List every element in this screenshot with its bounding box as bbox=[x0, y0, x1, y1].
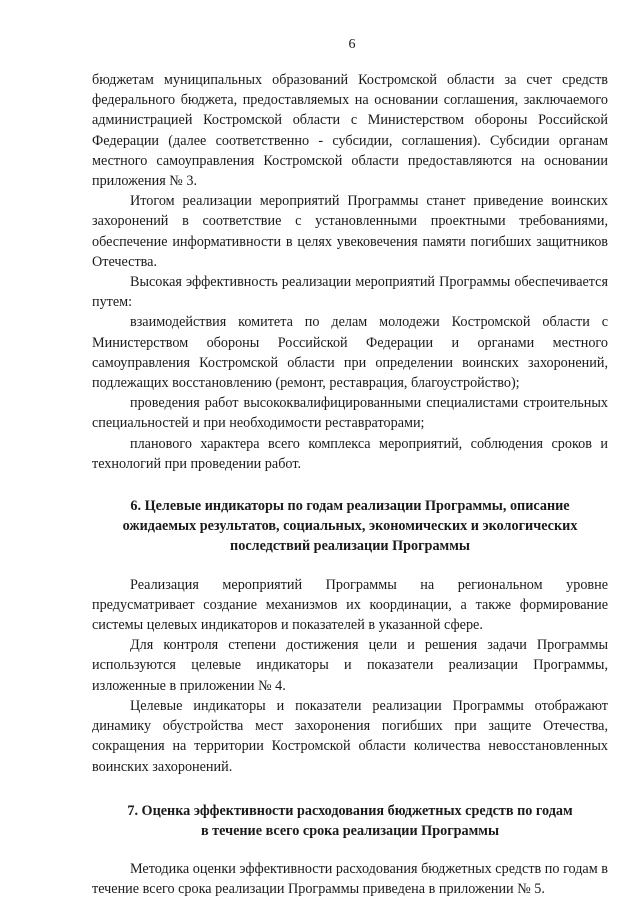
paragraph-intro-6: планового характера всего комплекса мероприятий, соблюдения сроков и технологий при проведении работ. bbox=[92, 435, 608, 472]
paragraph-intro-3: Высокая эффективность реализации мероприятий Программы обеспечивается путем: bbox=[92, 274, 608, 311]
section-6-paragraph-2: Для контроля степени достижения цели и решения задачи Программы используются целевые индикаторы и показатели реализации Программы, изложенные в приложении № 4. bbox=[92, 637, 608, 694]
paragraph-intro-1: бюджетам муниципальных образований Костромской области за счет средств федерального бюджета, предоставляемых на основании соглашения, заключаемого администрацией Костромской области с Министерством обороны Российской Федерации (далее соответственно - субсидии, соглашения). Субсидии органам местного самоуправления Костромской области предоставляются на основании приложения № 3. bbox=[92, 72, 608, 190]
section-6-heading: 6. Целевые индикаторы по годам реализации Программы, описание ожидаемых результатов, социальных, экономических и экологических последствий реализации Программы bbox=[122, 498, 578, 555]
section-6-paragraph-3: Целевые индикаторы и показатели реализации Программы отображают динамику обустройства мест захоронения погибших при защите Отечества, сокращения на территории Костромской области количества невосстановленных воинских захоронений. bbox=[92, 697, 608, 775]
paragraph-intro-4: взаимодействия комитета по делам молодежи Костромской области с Министерством обороны Российской Федерации и органами местного самоуправления Костромской области при определении воинских захоронений, подлежащих восстановлению (ремонт, реставрация, благоустройство); bbox=[92, 314, 608, 392]
section-7-paragraph-1: Методика оценки эффективности расходования бюджетных средств по годам в течение всего срока реализации Программы приведена в приложении № 5. bbox=[92, 861, 608, 898]
section-7-heading: 7. Оценка эффективности расходования бюджетных средств по годам в течение всего срока реализации Программы bbox=[127, 802, 573, 839]
paragraph-intro-5: проведения работ высококвалифицированными специалистами строительных специальностей и при необходимости реставраторами; bbox=[92, 395, 608, 432]
paragraph-intro-2: Итогом реализации мероприятий Программы станет приведение воинских захоронений в соответствие с установленными проектными требованиями, обеспечение информативности в целях увековечения памяти погибших защитников Отечества. bbox=[92, 193, 608, 270]
page-number: 6 bbox=[348, 37, 356, 52]
section-6-paragraph-1: Реализация мероприятий Программы на региональном уровне предусматривает создание механизмов их координации, а также формирование системы целевых индикаторов и показателей в указанной сфере. bbox=[92, 576, 608, 634]
